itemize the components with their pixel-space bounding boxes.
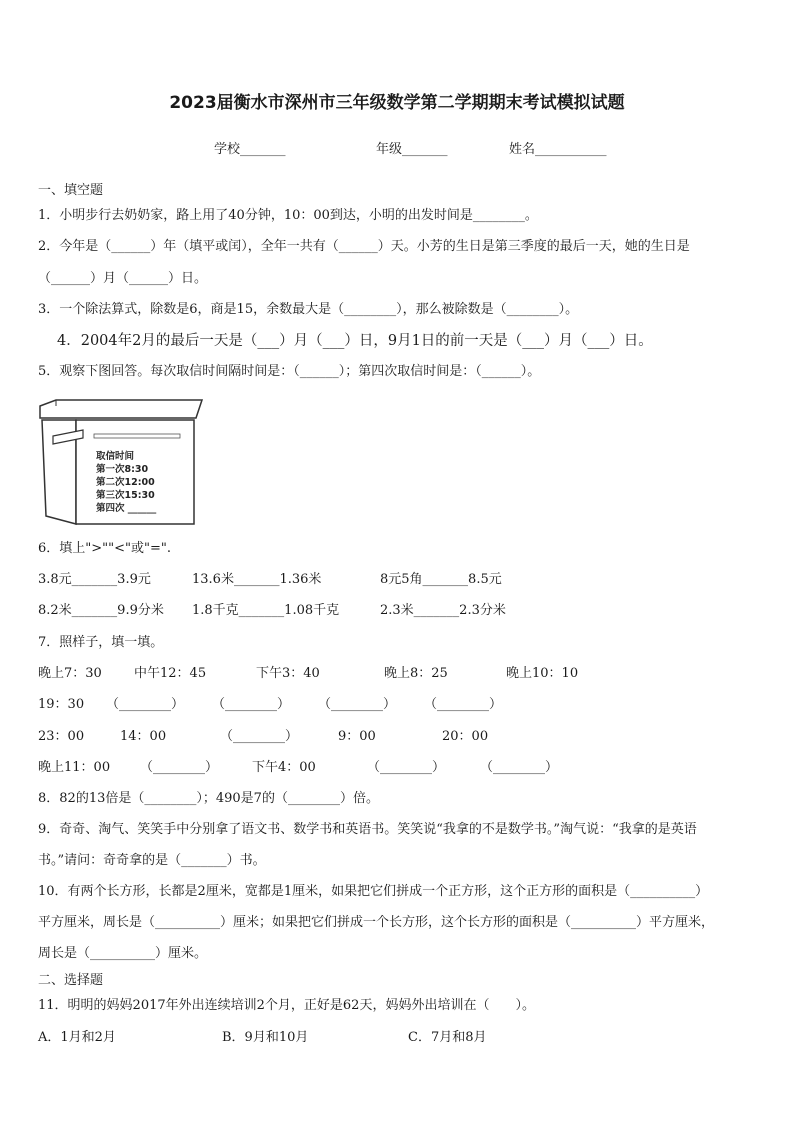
option-a: A．1月和2月 [38, 1030, 116, 1045]
question-2-line-1: 2．今年是（______）年（填平或闰），全年一共有（______）天。小芳的生日是第三季度的最后一天，她的生日是 [38, 239, 690, 254]
q6-item: 3.8元_______3.9元 [38, 572, 151, 587]
mailbox-row-2: 第二次12:00 [96, 477, 155, 488]
q7-cell: 晚上8：25 [384, 666, 448, 681]
school-field: 学校_______ [214, 142, 286, 157]
question-6: 6．填上">""<"或"=". [38, 541, 171, 556]
mailbox-row-1: 第一次8:30 [96, 464, 149, 475]
q7-cell: 晚上11：00 [38, 760, 111, 775]
page-title: 2023届衡水市深州市三年级数学第二学期期末考试模拟试题 [169, 93, 625, 113]
section-fill-blank: 一、填空题 [38, 183, 104, 198]
q7-cell: （________） [367, 760, 446, 775]
q7-cell: （________） [480, 760, 559, 775]
q7-cell: （________） [318, 697, 397, 712]
option-c: C．7月和8月 [408, 1030, 487, 1045]
q7-cell: 20：00 [442, 729, 489, 744]
q7-cell: 晚上10：10 [506, 666, 579, 681]
question-11: 11．明明的妈妈2017年外出连续培训2个月，正好是62天，妈妈外出培训在（ ）。 [38, 998, 535, 1013]
q7-cell: 23：00 [38, 729, 85, 744]
q7-cell: 中午12：45 [134, 666, 207, 681]
q7-cell: 下午4：00 [252, 760, 316, 775]
question-10-line-2: 平方厘米，周长是（__________）厘米；如果把它们拼成一个长方形，这个长方形的面积是（__________）平方厘米， [38, 915, 715, 930]
question-4: 4．2004年2月的最后一天是（___）月（___）日，9月1日的前一天是（___）月（___）日。 [57, 333, 653, 349]
grade-field: 年级_______ [376, 142, 448, 157]
q6-item: 2.3米_______2.3分米 [380, 603, 506, 618]
q7-cell: （________） [220, 729, 299, 744]
question-10-line-3: 周长是（__________）厘米。 [38, 946, 208, 961]
mailbox-illustration [36, 398, 206, 528]
q7-cell: 9：00 [338, 729, 376, 744]
question-9-line-2: 书。”请问：奇奇拿的是（_______）书。 [38, 853, 266, 868]
q6-item: 1.8千克_______1.08千克 [192, 603, 340, 618]
q7-cell: （________） [106, 697, 185, 712]
question-8: 8．82的13倍是（________）；490是7的（________）倍。 [38, 791, 379, 806]
question-10-line-1: 10．有两个长方形，长都是2厘米，宽都是1厘米，如果把它们拼成一个正方形，这个正方形的面积是（__________） [38, 884, 709, 899]
name-field: 姓名___________ [509, 142, 607, 157]
q6-item: 8元5角_______8.5元 [380, 572, 502, 587]
q7-cell: （________） [140, 760, 219, 775]
question-9-line-1: 9．奇奇、淘气、笑笑手中分别拿了语文书、数学书和英语书。笑笑说“我拿的不是数学书。”淘气说：“我拿的是英语 [38, 822, 697, 837]
q7-cell: （________） [212, 697, 291, 712]
q7-cell: （________） [424, 697, 503, 712]
q6-item: 13.6米_______1.36米 [192, 572, 322, 587]
question-1: 1．小明步行去奶奶家，路上用了40分钟，10：00到达，小明的出发时间是________。 [38, 208, 538, 223]
mailbox-row-3: 第三次15:30 [96, 490, 155, 501]
q7-cell: 19：30 [38, 697, 85, 712]
q7-cell: 晚上7：30 [38, 666, 102, 681]
option-b: B．9月和10月 [222, 1030, 309, 1045]
section-choice: 二、选择题 [38, 973, 104, 988]
q7-cell: 14：00 [120, 729, 167, 744]
question-5: 5．观察下图回答。每次取信时间隔时间是：（______）；第四次取信时间是：（______）。 [38, 364, 541, 379]
mailbox-row-4: 第四次 ______ [96, 503, 157, 514]
question-3: 3．一个除法算式，除数是6，商是15，余数最大是（________），那么被除数是（________）。 [38, 302, 579, 317]
question-2-line-2: （______）月（______）日。 [38, 271, 208, 286]
q6-item: 8.2米_______9.9分米 [38, 603, 164, 618]
mailbox-heading: 取信时间 [96, 451, 135, 462]
question-7: 7．照样子，填一填。 [38, 635, 164, 650]
q7-cell: 下午3：40 [256, 666, 320, 681]
